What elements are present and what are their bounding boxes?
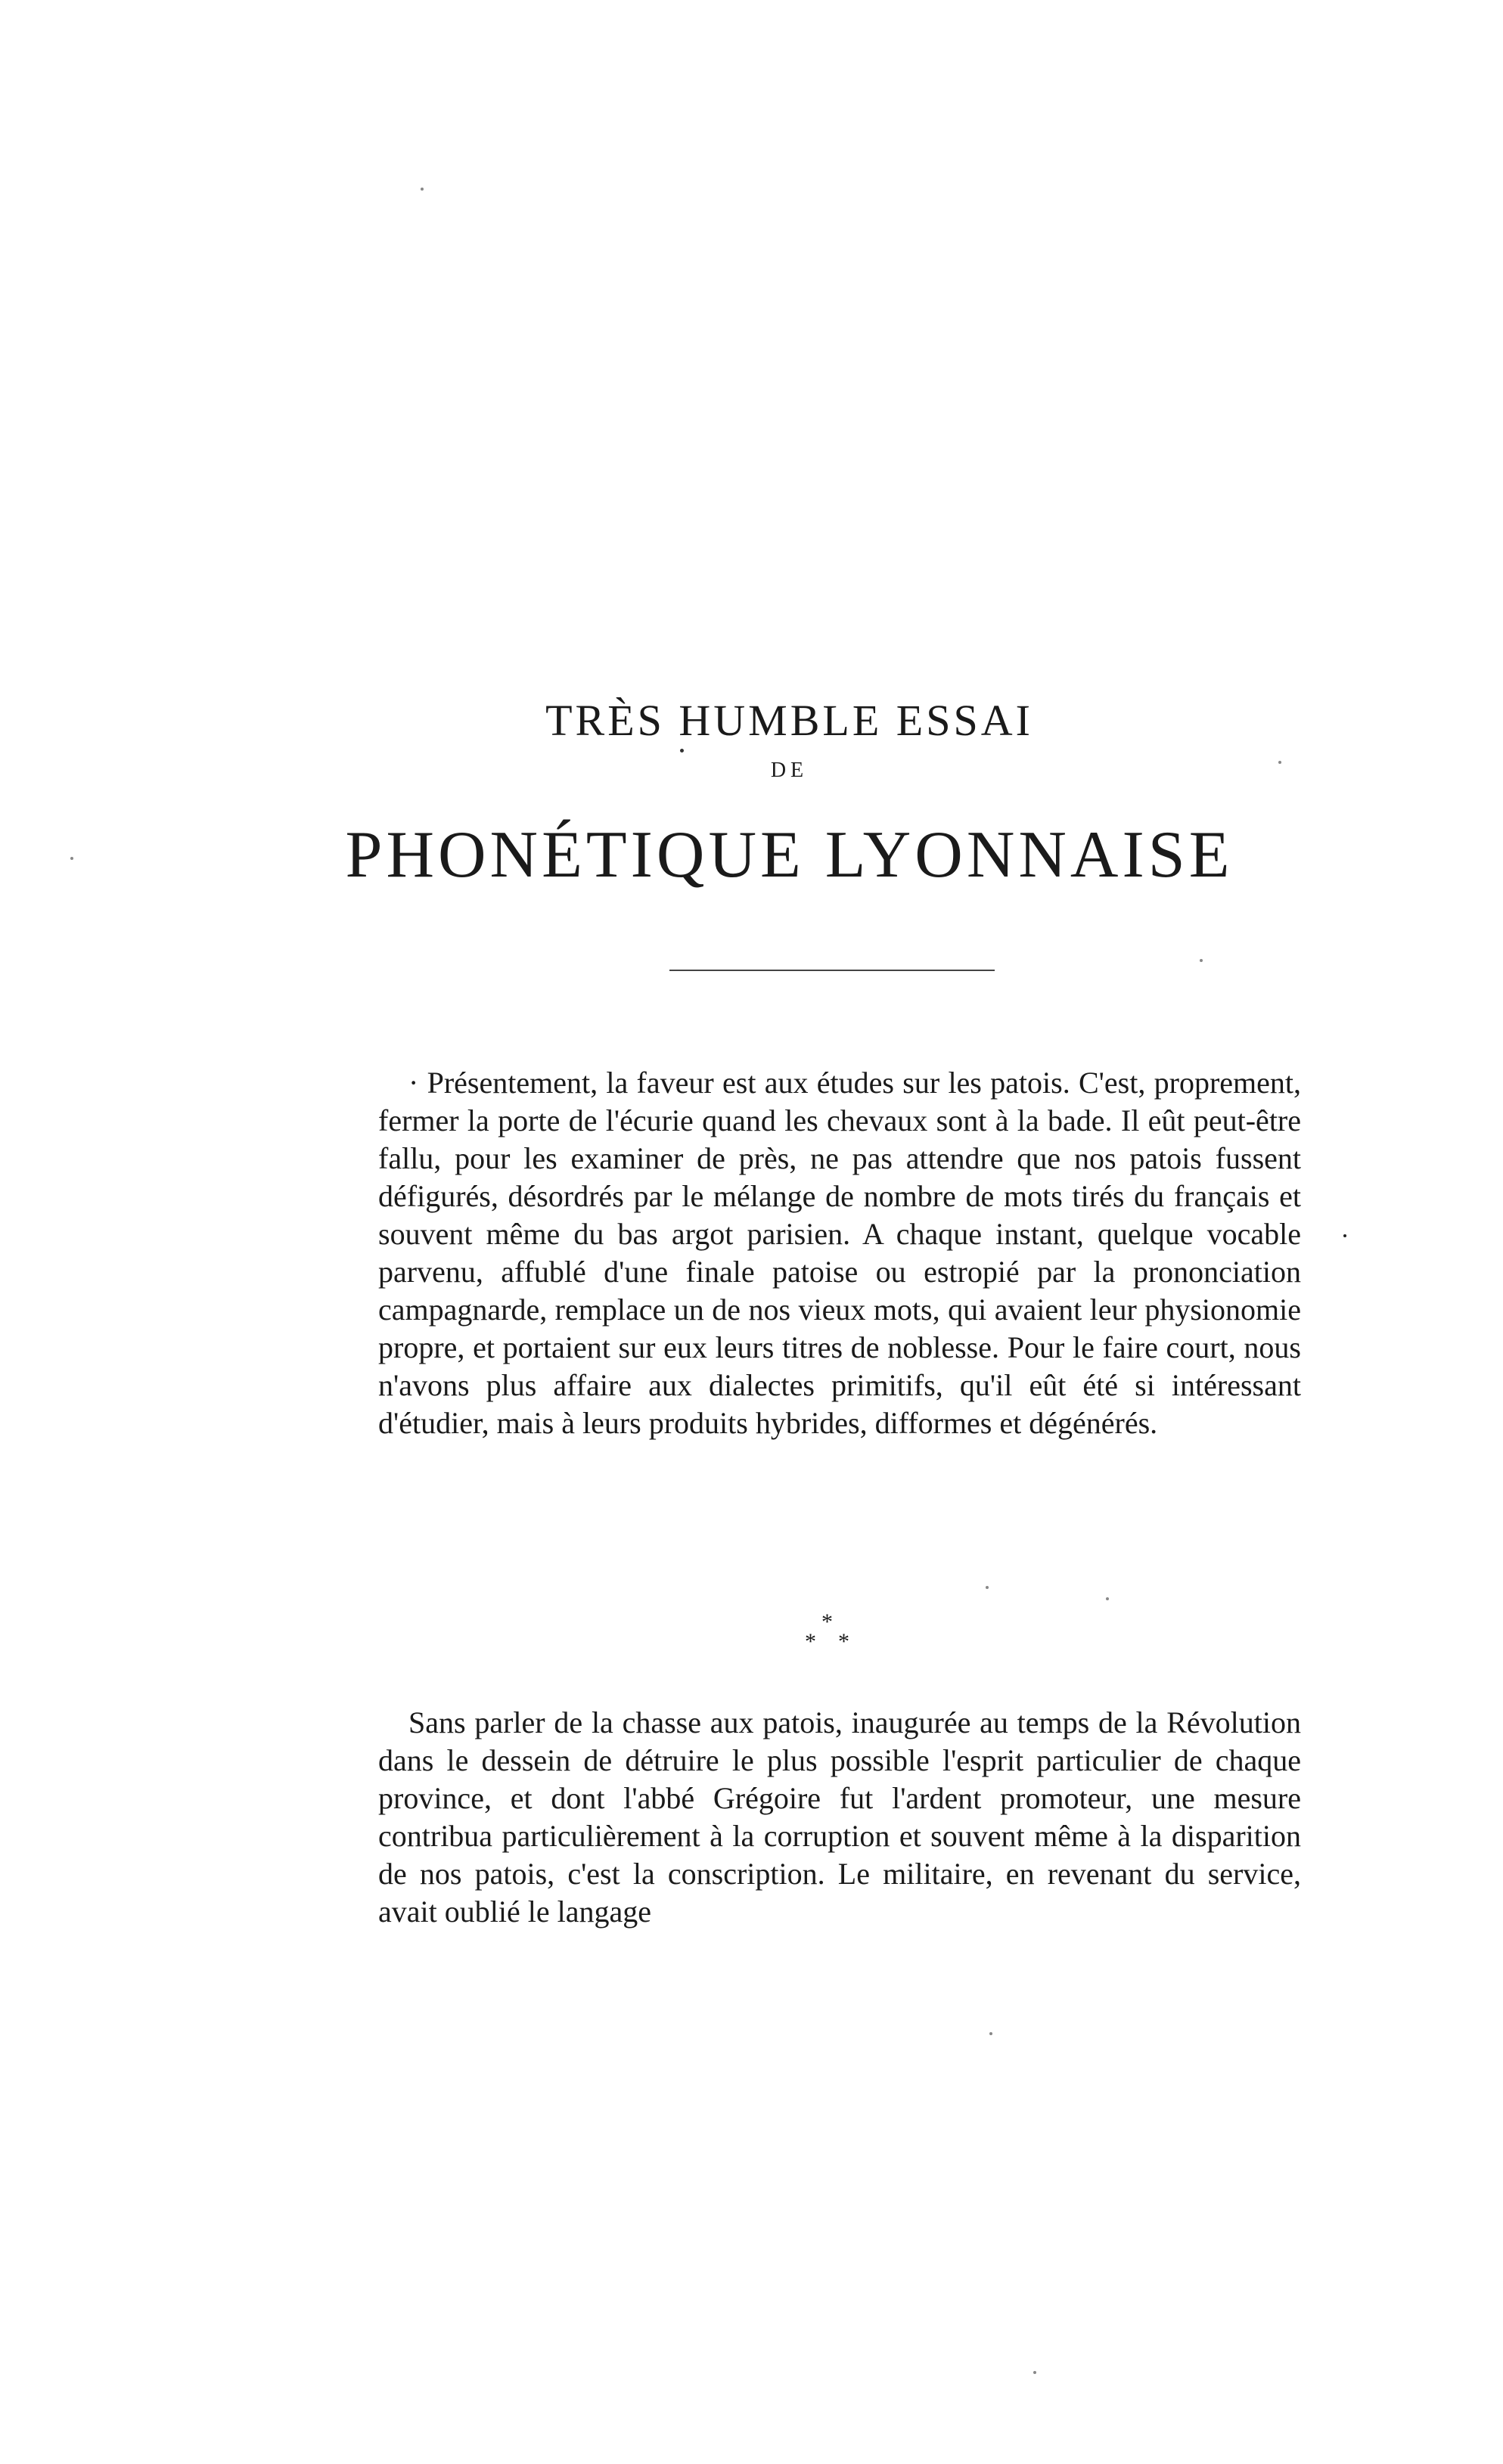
asterism-star: * [821, 1609, 833, 1634]
title-top: TRÈS HUMBLE ESSAI [545, 695, 1033, 745]
page-title: PHONÉTIQUE LYONNAISE [345, 818, 1234, 892]
scan-speck [989, 2032, 992, 2035]
paragraph-2 [378, 1704, 1301, 1931]
paragraph-text: Sans parler de la chasse aux patois, inaugurée au temps de la Révolution dans le dessein de détruire le plus possible l'esprit particulier de chaque province, et dont l'abbé Grégoire fut l'ardent promoteur, une mesure contribua particulièrement à la corruption et souvent même à la disparition de nos patois, c'est la conscription. Le militaire, en revenant du service, avait oublié le langage [378, 1705, 1301, 1929]
paragraph-text: · Présentement, la faveur est aux études sur les patois. C'est, proprement, fermer la porte de l'écurie quand les chevaux sont à la bade. Il eût peut-être fallu, pour les examiner de près, ne pas attendre que nos patois fussent défigurés, désordrés par le mélange de nombre de mots tirés du français et souvent même du bas argot parisien. A chaque instant, quelque vocable parvenu, affublé d'une finale patoise ou estropié par la prononciation campagnarde, remplace un de nos vieux mots, qui avaient leur physionomie propre, et portaient sur eux leurs titres de noblesse. Pour le faire court, nous n'avons plus affaire aux dialectes primitifs, qu'il eût été si intéressant d'étudier, mais à leurs produits hybrides, difformes et dégénérés. [378, 1066, 1301, 1440]
paragraph-1 [378, 1064, 1301, 1442]
scan-speck [1200, 959, 1203, 962]
scan-speck [1033, 2371, 1036, 2374]
asterism-star: * [838, 1629, 849, 1654]
scan-speck [986, 1586, 989, 1589]
asterism-divider [787, 1611, 877, 1664]
asterism-star: * [805, 1629, 816, 1654]
scan-speck [680, 749, 684, 753]
scan-speck [1343, 1234, 1346, 1237]
title-connector: DE [770, 759, 809, 782]
scan-speck [1106, 1597, 1109, 1600]
title-divider [669, 970, 995, 971]
scan-speck [421, 188, 424, 191]
